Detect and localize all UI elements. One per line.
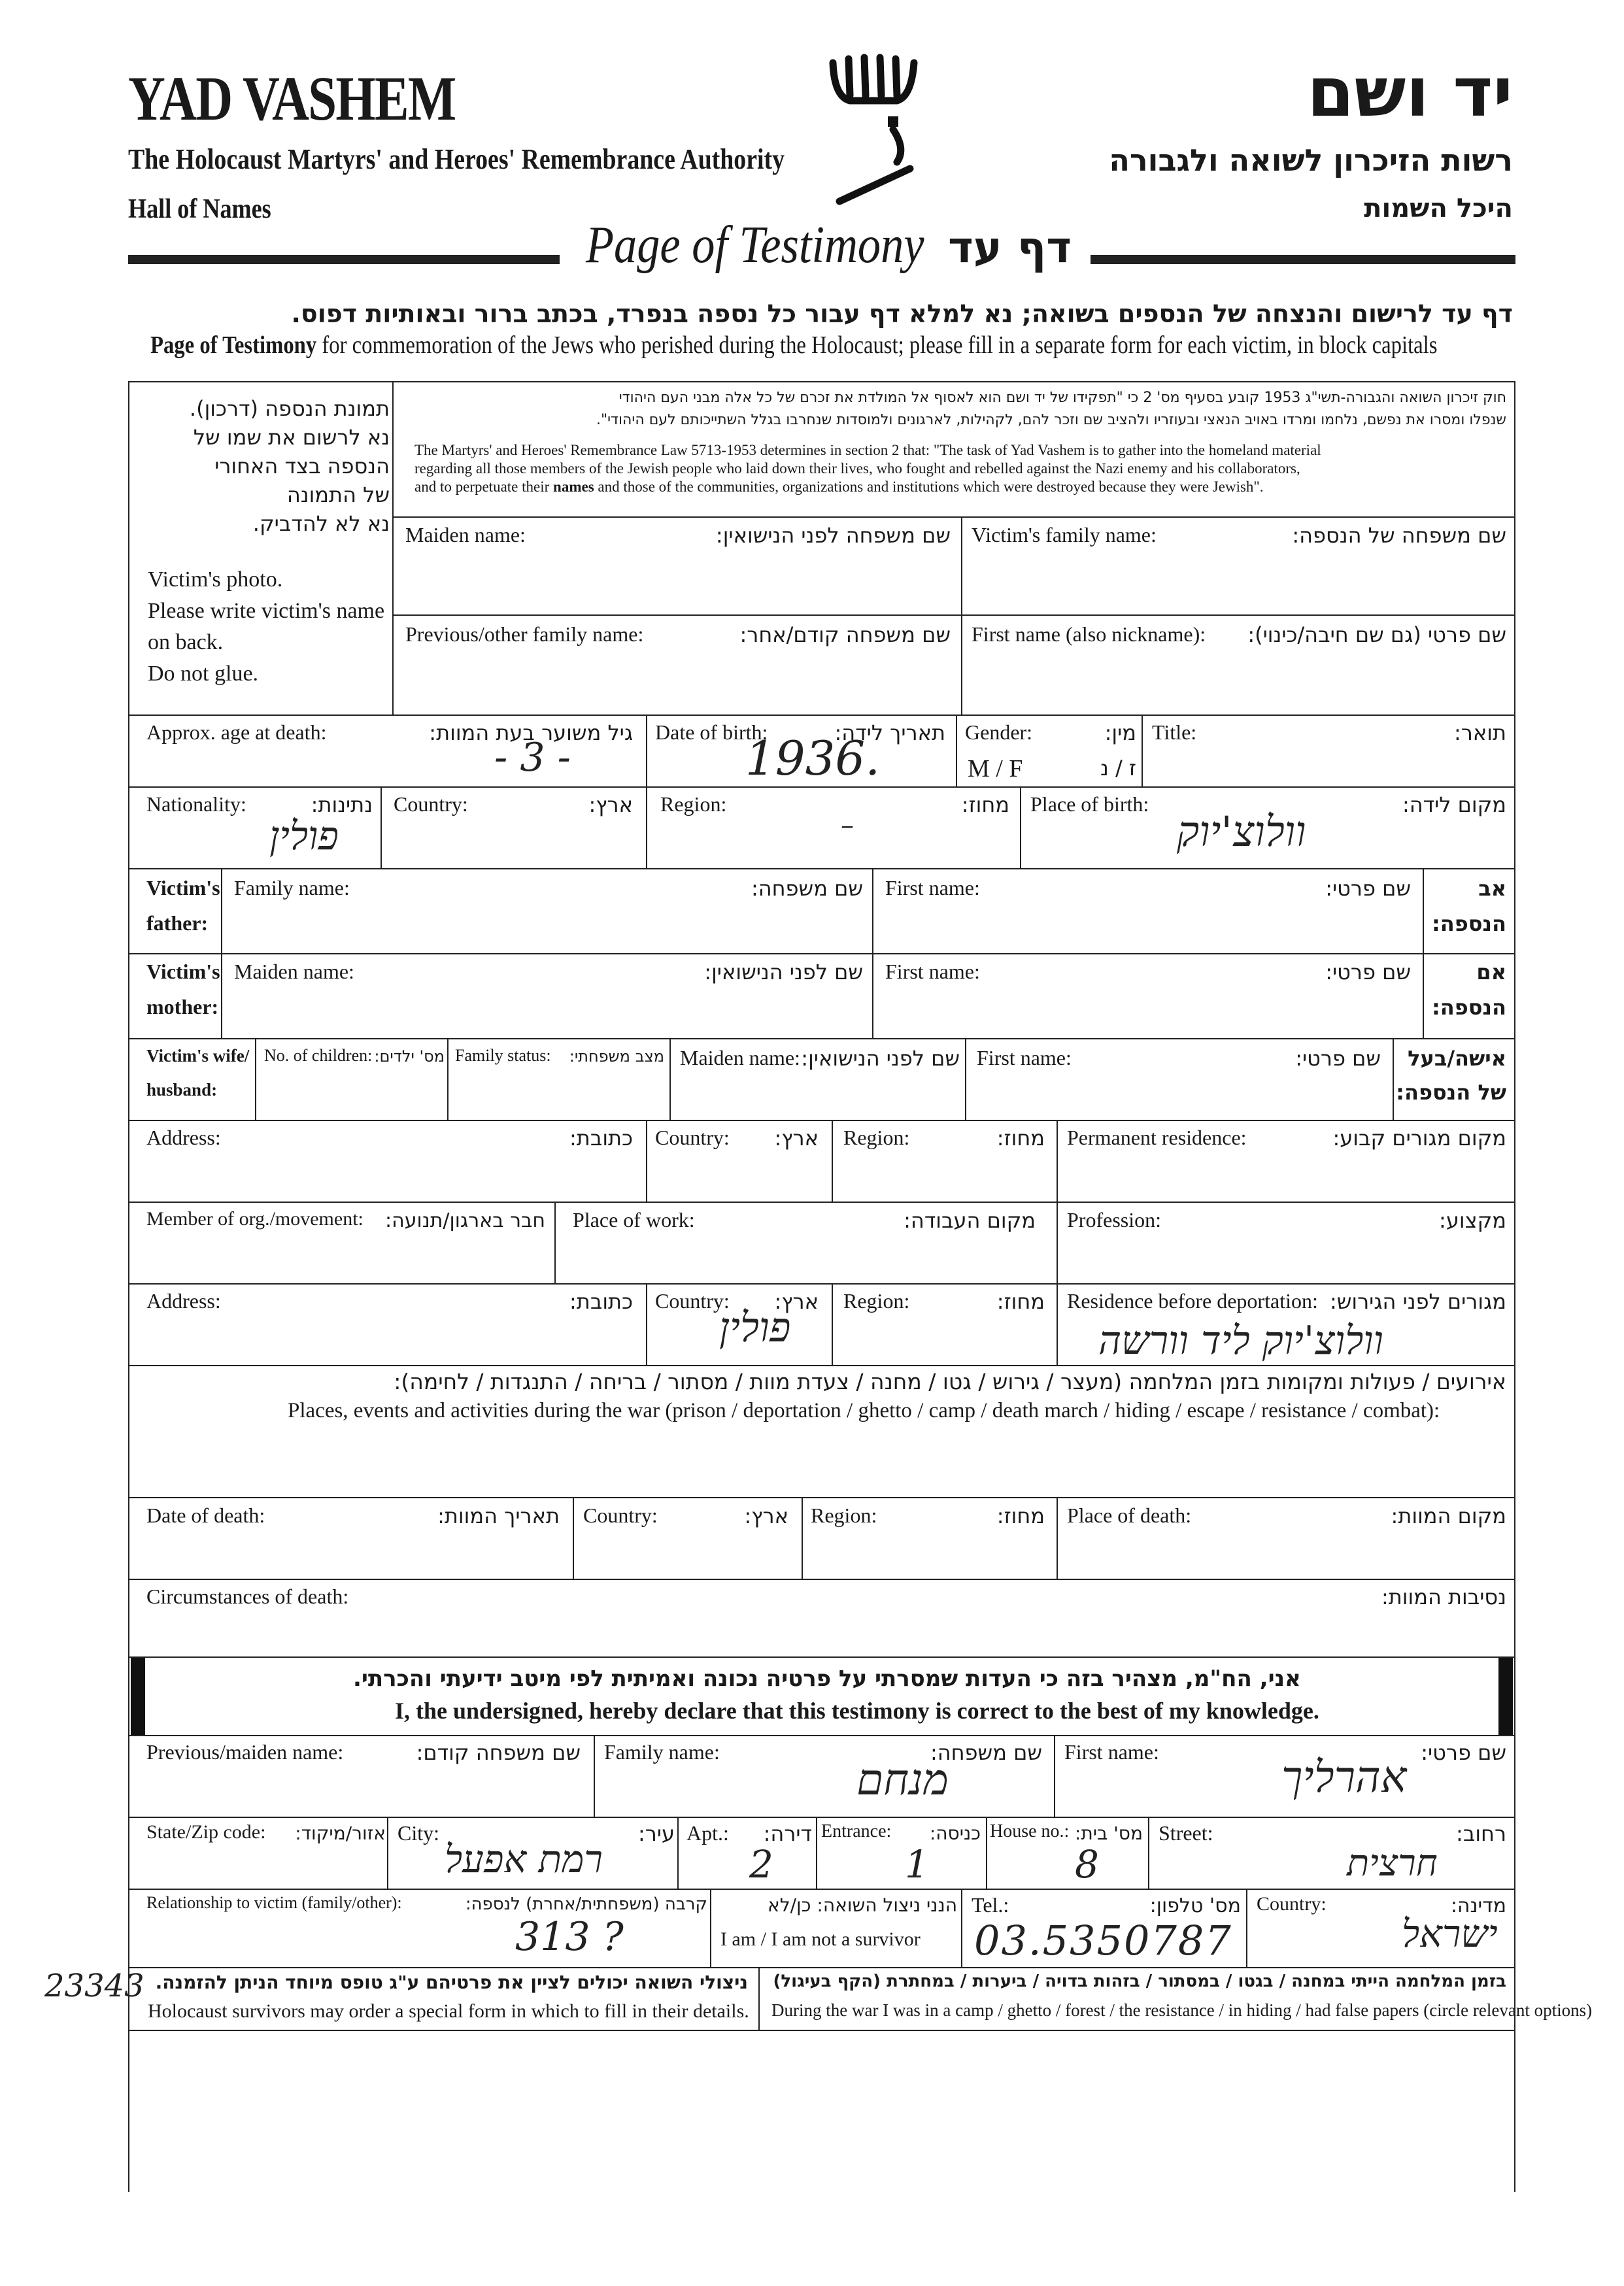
age-at-death-label: Approx. age at death: [146,720,327,744]
gender-options: M / F [968,755,1023,782]
col-line [1393,1038,1394,1120]
submitter-family-name-label-he: שם משפחה: [930,1740,1042,1765]
col-line [594,1735,595,1817]
children-label: No. of children: [264,1046,373,1065]
col-line [1057,1202,1058,1283]
relationship-label: Relationship to victim (family/other): [146,1893,402,1912]
col-line [554,1202,556,1283]
row-line [128,786,1515,788]
apt-label: Apt.: [686,1821,729,1845]
region-label-he: מחוז: [961,792,1009,817]
entrance-label: Entrance: [821,1821,892,1841]
row-line [128,1656,1515,1658]
street-label-he: רחוב: [1456,1821,1506,1846]
country-label-he: ארץ: [588,792,633,817]
date-of-death-label-he: תאריך המוות: [437,1504,560,1528]
law-en-3b: names [553,479,594,495]
place-of-work-label: Place of work: [573,1208,695,1232]
nationality-label: Nationality: [146,792,246,816]
house-no-label-he: מס' בית: [1074,1823,1143,1844]
photo-en-4: Do not glue. [148,662,259,686]
footer-right-en: During the war I was in a camp / ghetto / forest / the resistance / in hiding / had false papers (circle relevant options) [771,2000,1593,2020]
intro-en-text: for commemoration of the Jews who perished during the Holocaust; please fill in a separate form for each victim, in block capitals [316,331,1438,359]
photo-he-5: נא לא להדביק. [252,511,390,536]
col-line [447,1038,448,1120]
zip-code-label-he: אזור/מיקוד: [295,1823,386,1844]
law-en-3c: and those of the communities, organizations and institutions which were destroyed because they were Jewish". [594,479,1264,495]
victim-mother-label-2: mother: [146,995,219,1018]
father-first-name-label-he: שם פרטי: [1325,876,1411,901]
father-he-1: אב [1478,876,1506,901]
address-country-label: Country: [655,1126,730,1149]
country-label: Country: [394,792,468,816]
row-line [128,714,1515,716]
events-label-en: Places, events and activities during the war (prison / deportation / ghetto / camp / death march / hiding / escape / resistance / combat): [288,1399,1440,1422]
gender-label-he: מין: [1104,720,1136,745]
col-line [986,1817,987,1889]
col-line [956,714,957,786]
address2-label-he: כתובת: [569,1289,633,1314]
house-no-label: House no.: [990,1821,1070,1841]
father-family-name-label-he: שם משפחה: [751,876,863,901]
gender-label: Gender: [965,720,1033,744]
date-of-death-label: Date of death: [146,1504,265,1527]
maiden-name-label: Maiden name: [405,523,526,546]
col-line [1057,1497,1058,1579]
photo-he-1: תמונת הנספה (דרכון). [189,396,390,421]
address-label: Address: [146,1126,221,1149]
intro-he: דף עד לרישום והנצחה של הנספים בשואה; נא למלא דף עבור כל נספה בנפרד, בכתב ברור ובאותיות דפוס. [291,299,1513,328]
org-subtitle-en: The Holocaust Martyrs' and Heroes' Remembrance Authority [128,143,785,175]
col-line [1246,1889,1247,1967]
col-line [1057,1120,1058,1202]
address2-country-label: Country: [655,1289,730,1313]
date-of-birth-label-he: תאריך לידה: [834,720,945,745]
children-label-he: מס' ילדים: [374,1047,445,1066]
mother-maiden-name-label-he: שם לפני הנישואין: [704,960,863,984]
declaration-he: אני, הח"מ, מצהיר בזה כי העדות שמסרתי על פרטיה נכונה ואמיתית לפי מיטב ידיעתי והכרתי. [353,1666,1301,1692]
tel-label: Tel.: [972,1893,1009,1917]
col-line [965,1038,966,1120]
spouse-he-2: של הנספה: [1396,1080,1506,1105]
nationality-label-he: נתינות: [311,792,373,817]
hall-of-names-he: היכל השמות [1364,193,1513,224]
family-status-label-he: מצב משפחתי: [569,1047,664,1066]
row-line [128,953,1515,954]
profession-label: Profession: [1067,1208,1161,1232]
victim-father-label-2: father: [146,911,209,935]
street-value: חרצית [1347,1842,1438,1885]
title-label-he: תואר: [1454,720,1506,745]
col-line [1148,1817,1149,1889]
row-line [128,1889,1515,1890]
first-name-label: First name (also nickname): [972,622,1206,646]
city-label-he: עיר: [637,1821,675,1846]
photo-he-3: הנספה בצד האחורי [214,454,390,479]
col-line [961,1889,962,1967]
photo-en-1: Victim's photo. [148,567,283,592]
survivor-label-en: I am / I am not a survivor [720,1928,921,1950]
title-bar-right [1091,255,1515,264]
entrance-label-he: כניסה: [929,1823,981,1844]
page-title-en: Page of Testimony [586,216,924,274]
nationality-value: פולין [269,813,339,859]
permanent-residence-label: Permanent residence: [1067,1126,1247,1149]
row-line [128,1283,1515,1285]
photo-he-4: של התמונה [286,482,390,507]
spouse-maiden-label: Maiden name: [680,1046,800,1069]
place-of-birth-label: Place of birth: [1030,792,1149,816]
victim-mother-label-1: Victim's [146,960,220,983]
form-right-border [1514,381,1515,2192]
death-region-label-he: מחוז: [996,1504,1045,1528]
death-country-label-he: ארץ: [744,1504,788,1528]
city-label: City: [398,1821,440,1845]
first-name-label-he: שם פרטי (גם שם חיבה/כינוי): [1247,622,1506,647]
address2-country-label-he: ארץ: [774,1289,819,1314]
row-line [128,1202,1515,1203]
apt-label-he: דירה: [763,1821,812,1846]
page-title-he: דף עד [948,222,1072,273]
spouse-label-1: Victim's wife/ [146,1046,250,1066]
submitter-country-value: ישראל [1402,1911,1498,1956]
col-line [573,1497,574,1579]
place-of-death-label: Place of death: [1067,1504,1192,1527]
house-no-value: 8 [1075,1842,1099,1887]
death-region-label: Region: [811,1504,877,1527]
family-name-label: Victim's family name: [972,523,1157,546]
form-top-border [128,381,1515,382]
address2-region-label-he: מחוז: [996,1289,1045,1314]
col-line [802,1497,803,1579]
form-bottom-border [128,2030,1515,2031]
mother-first-name-label: First name: [885,960,980,983]
address-country-label-he: ארץ: [774,1126,819,1151]
death-country-label: Country: [583,1504,658,1527]
previous-family-name-label-he: שם משפחה קודם/אחר: [739,622,951,647]
entrance-value: 1 [905,1842,929,1887]
spouse-he-1: אישה/בעל [1408,1046,1506,1071]
title-label: Title: [1152,720,1197,744]
permanent-residence-label-he: מקום מגורים קבוע: [1332,1126,1506,1151]
spouse-maiden-label-he: שם לפני הנישואין: [801,1046,960,1071]
mother-maiden-name-label: Maiden name: [234,960,354,983]
row-line [128,1579,1515,1580]
col-line [387,1817,388,1889]
col-line [677,1817,679,1889]
footer-left-en: Holocaust survivors may order a special form in which to fill in their details. [148,2000,749,2022]
col-line [1020,786,1021,868]
photo-divider [392,381,394,714]
margin-number: 23343 [44,1968,144,2004]
residence-before-deportation-label: Residence before deportation: [1067,1289,1318,1313]
submitter-first-name-label-he: שם פרטי: [1421,1740,1506,1765]
apt-value: 2 [749,1842,773,1887]
relationship-value: 313 ? [515,1914,624,1960]
maiden-name-label-he: שם משפחה לפני הנישואין: [715,523,951,548]
col-line [1057,1283,1058,1365]
form-left-border [128,381,129,2192]
footer-right-he: בזמן המלחמה הייתי במחנה / בגטו / במסתור / בזהות בדויה / ביערות / במחתרת (הקף בעיגול) [773,1972,1506,1991]
tel-value: 03.5350787 [974,1917,1232,1964]
relationship-label-he: קרבה (משפחתית/אחרת) לנספה: [465,1894,707,1914]
row-line [128,1120,1515,1121]
deport-country-value: פולין [719,1303,791,1351]
spouse-label-2: husband: [146,1080,218,1100]
row-line [128,1817,1515,1818]
place-of-death-label-he: מקום המוות: [1391,1504,1506,1528]
intro-en [150,331,1437,360]
address-region-label: Region: [843,1126,910,1149]
father-he-2: הנספה: [1431,911,1506,936]
family-name-label-he: שם משפחה של הנספה: [1292,523,1506,548]
events-label-he: אירועים / פעולות ומקומות בזמן המלחמה (מעצר / גירוש / גטו / מחנה / צעדת מוות / מסתור / בריחה / התנגדות / לחימה): [394,1369,1506,1394]
victim-father-label-1: Victim's [146,876,220,899]
col-line [381,786,382,868]
region-label: Region: [660,792,727,816]
region-dash-value: – [841,811,854,841]
title-bar-left [128,255,560,264]
col-line [1142,714,1143,786]
date-of-birth-label: Date of birth: [655,720,768,744]
col-line [832,1120,833,1202]
mother-he-2: הנספה: [1431,995,1506,1020]
row-line [392,516,1515,518]
declaration-bar-left [131,1658,145,1735]
member-org-label-he: חבר בארגון/תנועה: [385,1209,545,1232]
col-line [832,1283,833,1365]
photo-he-2: נא לרשום את שמו של [193,425,390,450]
submitter-family-name-label: Family name: [604,1740,720,1764]
age-value: - 3 - [494,735,571,781]
spouse-first-name-label-he: שם פרטי: [1295,1046,1381,1071]
law-en-1: The Martyrs' and Heroes' Remembrance Law 5713-1953 determines in section 2 that: "The task of Yad Vashem is to gather into the homeland material [414,442,1321,458]
submitter-country-label-he: מדינה: [1450,1894,1506,1917]
law-he-1: חוק זיכרון השואה והגבורה-תשי"ג 1953 קובע בסעיף מס' 2 כי "תפקידו של יד ושם הוא לאסוף אל המולדת את זכרם של כל אלה מבני העם היהודי [618,390,1506,406]
age-at-death-label-he: גיל משוער בעת המוות: [429,720,633,745]
org-subtitle-he: רשות הזיכרון לשואה ולגבורה [1109,143,1513,178]
col-line [646,786,647,868]
law-en-3a: and to perpetuate their [414,479,554,495]
circumstances-label: Circumstances of death: [146,1585,349,1608]
col-line [646,1283,647,1365]
col-line [255,1038,256,1120]
previous-family-name-label: Previous/other family name: [405,622,644,646]
submitter-family-name-value: מנחם [856,1755,949,1805]
survivor-label-he: הנני ניצול השואה: כן/לא [767,1894,957,1916]
place-of-birth-value: וולוצ'יוק [1177,808,1306,856]
col-line [669,1038,671,1120]
org-name-en: YAD VASHEM [128,63,456,133]
col-line [1054,1735,1055,1817]
place-of-birth-label-he: מקום לידה: [1402,792,1506,817]
submitter-first-name-label: First name: [1064,1740,1159,1764]
submitter-prev-name-label-he: שם משפחה קודם: [416,1740,581,1765]
law-en-3 [414,479,1264,496]
submitter-prev-name-label: Previous/maiden name: [146,1740,344,1764]
residence-before-deportation-label-he: מגורים לפני הגירוש: [1329,1289,1506,1314]
photo-en-2: Please write victim's name [148,599,385,623]
father-first-name-label: First name: [885,876,980,899]
col-line [710,1889,711,1967]
city-value: רמת אפעל [445,1837,603,1881]
col-line [816,1817,817,1889]
circumstances-label-he: נסיבות המוות: [1381,1585,1506,1609]
father-family-name-label: Family name: [234,876,350,899]
address2-region-label: Region: [843,1289,910,1313]
row-line [128,1038,1515,1039]
residence-before-deportation-value: וולוצ'יוק ליד וורשה [1098,1318,1383,1364]
footer-left-he: ניצולי השואה יכולים לציין את פרטיהם ע"ג טופס מיוחד הניתן להזמנה. [155,1972,748,1993]
mother-he-1: אם [1476,960,1506,984]
mother-first-name-label-he: שם פרטי: [1325,960,1411,984]
declaration-en: I, the undersigned, hereby declare that this testimony is correct to the best of my knowledge. [395,1698,1319,1724]
spouse-first-name-label: First name: [977,1046,1072,1069]
intro-en-bold: Page of Testimony [150,331,317,359]
law-en-2: regarding all those members of the Jewish people who laid down their lives, who fought and rebelled against the Nazi enemy and his collaborators, [414,460,1300,477]
row-line [392,614,1515,616]
yad-vashem-logo [825,51,923,208]
col-line [646,714,647,786]
declaration-bar-right [1498,1658,1513,1735]
row-line [128,1967,1515,1968]
address-region-label-he: מחוז: [996,1126,1045,1151]
row-line [128,1735,1515,1736]
zip-code-label: State/Zip code: [146,1821,266,1843]
row-line [128,1497,1515,1498]
tel-label-he: מס' טלפון: [1149,1894,1241,1917]
dob-value: 1936. [745,731,881,786]
photo-en-3: on back. [148,630,224,654]
row-line [128,868,1515,869]
org-name-he: יד ושם [1307,52,1513,132]
law-he-2: שנפלו ומסרו את נפשם, נלחמו ומרדו באויב הנאצי ובעוזריו ולהציב שם וזכר להם, לקהילות, לארגונים ולמוסדות שנחרבו בגלל השתייכותם לעם היהודי". [596,412,1506,428]
hall-of-names-en: Hall of Names [128,194,271,224]
member-org-label: Member of org./movement: [146,1208,364,1230]
submitter-country-label: Country: [1257,1893,1327,1915]
gender-options-he: ז / נ [1100,756,1136,781]
col-line [758,1967,760,2030]
street-label: Street: [1159,1821,1213,1845]
profession-label-he: מקצוע: [1439,1208,1506,1233]
address2-label: Address: [146,1289,221,1313]
address-label-he: כתובת: [569,1126,633,1151]
family-status-label: Family status: [455,1046,551,1065]
row-line [128,1365,1515,1366]
col-line [646,1120,647,1202]
place-of-work-label-he: מקום העבודה: [904,1208,1036,1233]
submitter-first-name-value: אהרליך [1281,1752,1407,1802]
